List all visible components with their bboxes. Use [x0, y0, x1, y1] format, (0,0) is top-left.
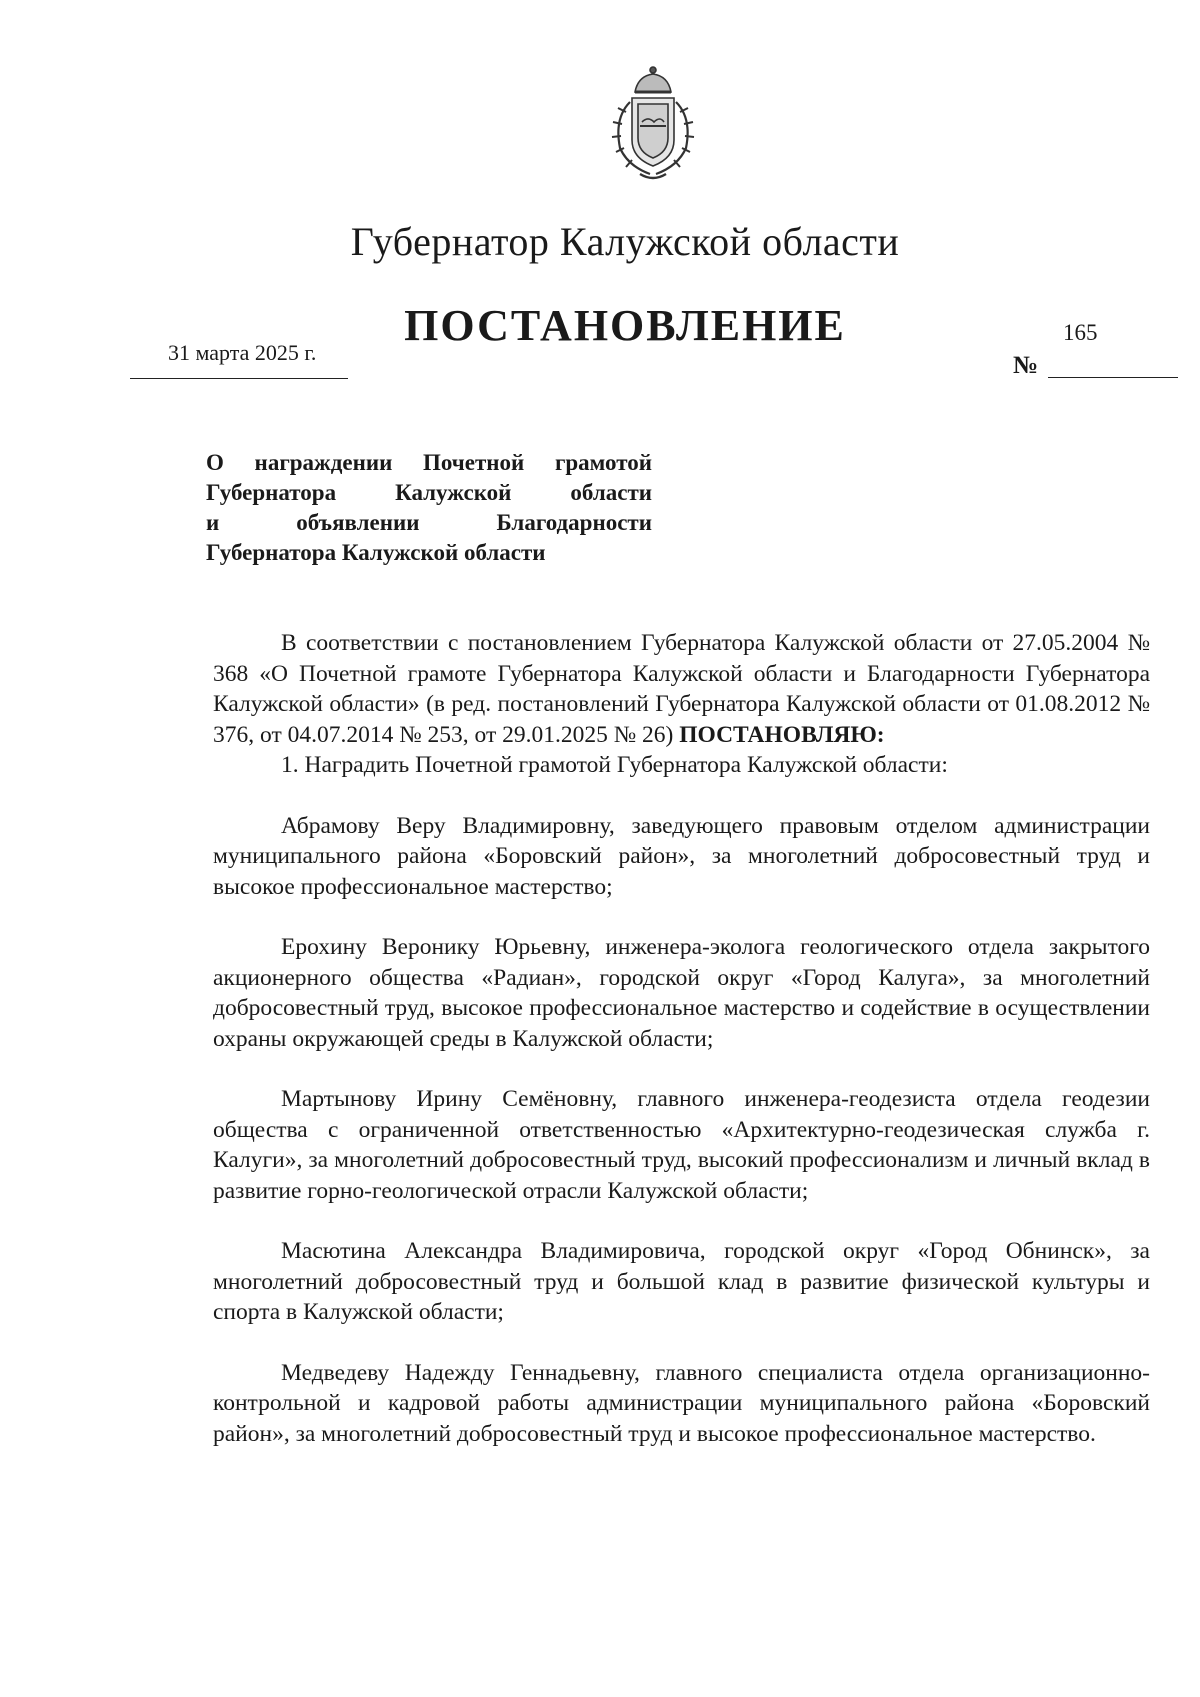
decree-word: ПОСТАНОВЛЯЮ: — [679, 721, 885, 748]
title-line: Губернатора Калужской области — [206, 480, 652, 505]
awardee-paragraph: Медведеву Надежду Геннадьевну, главного специалиста отдела организационно-контрольной и кадровой работы администрации муниципального района «Боровский район», за многолетний добросовестный труд и высокое профессиональное мастерство. — [213, 1359, 1150, 1447]
preamble-text: В соответствии с постановлением Губернатора Калужской области от 27.05.2004 № 368 «О Почетной грамоте Губернатора Калужской области и Благодарности Губернатора Калужской области» (в ред. постановлений Губернатора Калужской области от 01.08.2012 № 376, от 04.07.2014 № 253, от 29.01.2025 № 26) — [213, 630, 1150, 748]
date-underline — [130, 378, 348, 379]
awardee-paragraph: Масютина Александра Владимировича, городской округ «Город Обнинск», за многолетний добросовестный труд и большой клад в развитие физической культуры и спорта в Калужской области; — [213, 1238, 1150, 1325]
document-number: 165 — [1063, 320, 1098, 345]
awardee-paragraph: Абрамову Веру Владимировну, заведующего правовым отделом администрации муниципального района «Боровский район», за многолетний добросовестный труд и высокое профессиональное мастерство; — [213, 812, 1150, 900]
title-line: Губернатора Калужской области — [206, 540, 546, 565]
awardee-paragraph: Ерохину Веронику Юрьевну, инженера-эколога геологического отдела закрытого акционерного общества «Радиан», городской округ «Город Калуга», за многолетний добросовестный труд, высокое профессиональное мастерство и содействие в осуществлении охраны окружающей среды в Калужской области; — [213, 934, 1150, 1052]
document-date: 31 марта 2025 г. — [168, 340, 317, 365]
awardee-paragraph: Мартынову Ирину Семёновну, главного инженера-геодезиста отдела геодезии общества с ограниченной ответственностью «Архитектурно-геодезическая служба г. Калуги», за многолетний добросовестный труд, высокий профессионализм и личный вклад в развитие горно-геологической отрасли Калужской области; — [213, 1086, 1150, 1204]
document-body — [213, 628, 1150, 1449]
preamble-paragraph — [213, 628, 1150, 750]
title-line: и объявлении Благодарности — [206, 510, 652, 535]
title-line: О награждении Почетной грамотой — [206, 450, 652, 475]
number-underline — [1048, 377, 1178, 378]
kaluga-coat-of-arms-icon — [588, 62, 718, 186]
document-title — [206, 448, 652, 568]
document-type-heading: ПОСТАНОВЛЕНИЕ — [404, 301, 846, 350]
item-1: 1. Наградить Почетной грамотой Губернатора Калужской области: — [281, 752, 948, 778]
issuer-heading: Губернатор Калужской области — [350, 219, 900, 264]
number-sign: № — [1013, 352, 1039, 379]
